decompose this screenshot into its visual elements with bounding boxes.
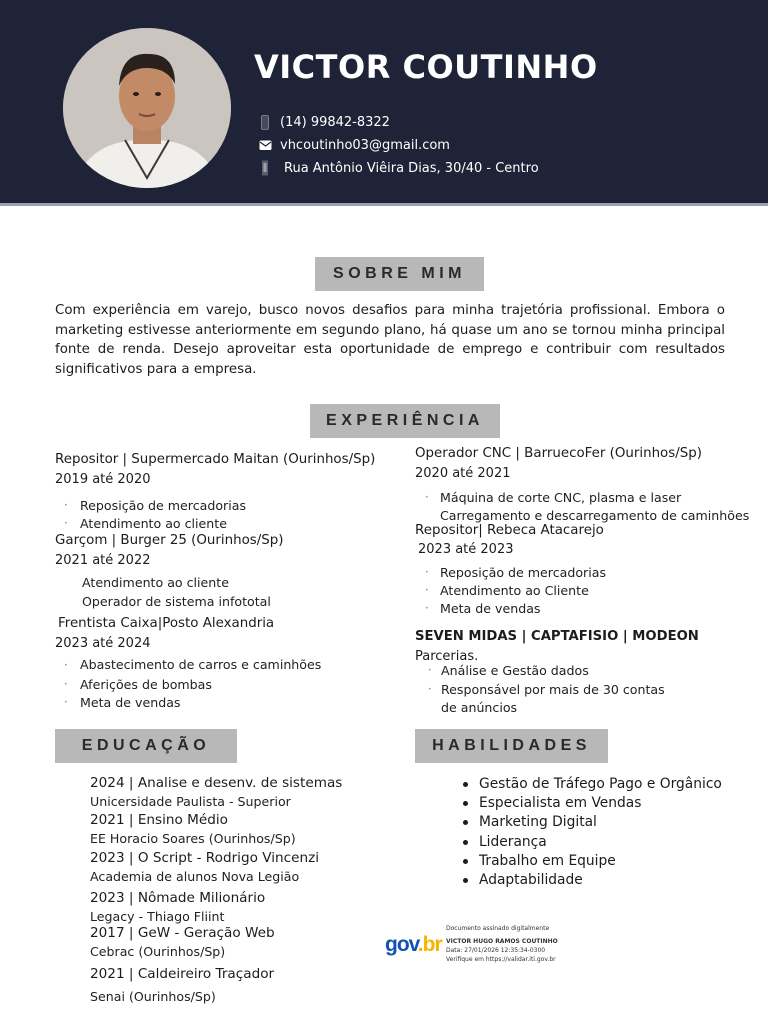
skill-item: Gestão de Tráfego Pago e Orgânico <box>461 775 722 794</box>
skills-heading: HABILIDADES <box>415 729 608 763</box>
bullet-dot: • <box>64 699 68 706</box>
education-entry-institution: Legacy - Thiago Fliint <box>90 909 225 924</box>
phone-text: (14) 99842-8322 <box>280 114 390 130</box>
bullet-dot: • <box>64 681 68 688</box>
bullet-dot: • <box>428 686 432 693</box>
job-title: Garçom | Burger 25 (Ourinhos/Sp) <box>55 533 284 548</box>
job-title: SEVEN MIDAS | CAPTAFISIO | MODEON <box>415 629 699 644</box>
education-entry-institution: Unicersidade Paulista - Superior <box>90 794 291 809</box>
profile-photo <box>63 28 231 188</box>
job-duty: Carregamento e descarregamento de caminhões <box>440 508 750 523</box>
job-duty: Meta de vendas <box>80 695 181 710</box>
job-date: 2021 até 2022 <box>55 553 151 568</box>
skill-item: Adaptabilidade <box>461 871 722 890</box>
job-duty: Atendimento ao cliente <box>80 516 227 531</box>
job-duty: Responsável por mais de 30 contas <box>441 682 665 697</box>
email-text: vhcoutinho03@gmail.com <box>280 137 450 153</box>
location-icon <box>258 160 272 176</box>
gov-br-logo: gov.br <box>385 933 442 956</box>
job-date: 2023 até 2024 <box>55 636 151 651</box>
job-date: 2023 até 2023 <box>418 542 514 557</box>
job-title: Repositor| Rebeca Atacarejo <box>415 523 604 538</box>
address-text: Rua Antônio Viêira Dias, 30/40 - Centro <box>284 160 539 176</box>
job-date: 2020 até 2021 <box>415 466 511 481</box>
job-title: Operador CNC | BarruecoFer (Ourinhos/Sp) <box>415 446 702 461</box>
job-duty: Atendimento ao cliente <box>82 575 229 590</box>
digital-signature-stamp <box>385 923 575 968</box>
signature-verify-link[interactable]: Verifique em https://validar.iti.gov.br <box>446 956 556 963</box>
job-date: Parcerias. <box>415 649 479 664</box>
bullet-dot: • <box>64 662 68 669</box>
education-entry-title: 2023 | O Script - Rodrigo Vincenzi <box>90 850 319 866</box>
job-duty: Aferições de bombas <box>80 677 212 692</box>
phone-icon <box>258 114 272 130</box>
header-divider <box>0 203 768 206</box>
job-duty: de anúncios <box>441 700 518 715</box>
bullet-dot: • <box>64 520 68 527</box>
signature-caption: Documento assinado digitalmente <box>446 925 550 932</box>
job-duty: Operador de sistema infototal <box>82 594 271 609</box>
job-duty: Reposição de mercadorias <box>80 498 246 513</box>
bullet-dot: • <box>425 605 429 612</box>
education-entry-institution: Academia de alunos Nova Legião <box>90 869 300 884</box>
education-entry-institution: EE Horacio Soares (Ourinhos/Sp) <box>90 831 296 846</box>
job-duty: Meta de vendas <box>440 601 541 616</box>
skill-item: Liderança <box>461 833 722 852</box>
job-duty: Máquina de corte CNC, plasma e laser <box>440 490 682 505</box>
experience-heading: EXPERIÊNCIA <box>310 404 500 438</box>
candidate-name: VICTOR COUTINHO <box>254 48 598 86</box>
contact-phone <box>258 113 390 131</box>
bullet-dot: • <box>425 569 429 576</box>
job-duty: Abastecimento de carros e caminhões <box>80 657 322 672</box>
job-date: 2019 até 2020 <box>55 472 151 487</box>
skills-list <box>461 775 722 890</box>
bullet-dot: • <box>428 667 432 674</box>
job-duty: Atendimento ao Cliente <box>440 583 589 598</box>
bullet-dot: • <box>425 494 429 501</box>
job-duty: Análise e Gestão dados <box>441 663 589 678</box>
signature-date: Data: 27/01/2026 12:35:34-0300 <box>446 947 546 954</box>
skill-item: Especialista em Vendas <box>461 794 722 813</box>
email-icon <box>258 137 272 153</box>
bullet-dot: • <box>64 502 68 509</box>
signer-name: VICTOR HUGO RAMOS COUTINHO <box>446 938 558 945</box>
contact-address <box>258 159 539 177</box>
education-entry-title: 2021 | Ensino Médio <box>90 812 228 828</box>
education-entry-institution: Senai (Ourinhos/Sp) <box>90 989 216 1004</box>
education-entry-title: 2023 | Nômade Milionário <box>90 890 266 906</box>
education-entry-title: 2017 | GeW - Geração Web <box>90 925 275 941</box>
job-title: Frentista Caixa|Posto Alexandria <box>58 616 275 631</box>
skill-item: Marketing Digital <box>461 813 722 832</box>
about-heading: SOBRE MIM <box>315 257 484 291</box>
job-duty: Reposição de mercadorias <box>440 565 606 580</box>
about-text: Com experiência em varejo, busco novos desafios para minha trajetória profissional. Embora o marketing estivesse anteriormente em segundo plano, há quase um ano se tornou minha principal fonte de renda. Desejo aproveitar esta oportunidade de emprego e contribuir com resultados significativos para a empresa. <box>55 303 725 377</box>
education-entry-title: 2024 | Analise e desenv. de sistemas <box>90 775 343 791</box>
education-entry-title: 2021 | Caldeireiro Traçador <box>90 966 275 982</box>
bullet-dot: • <box>425 587 429 594</box>
contact-email <box>258 136 450 154</box>
job-title: Repositor | Supermercado Maitan (Ourinhos/Sp) <box>55 452 376 467</box>
education-entry-institution: Cebrac (Ourinhos/Sp) <box>90 944 226 959</box>
education-heading: EDUCAÇÃO <box>55 729 237 763</box>
skill-item: Trabalho em Equipe <box>461 852 722 871</box>
